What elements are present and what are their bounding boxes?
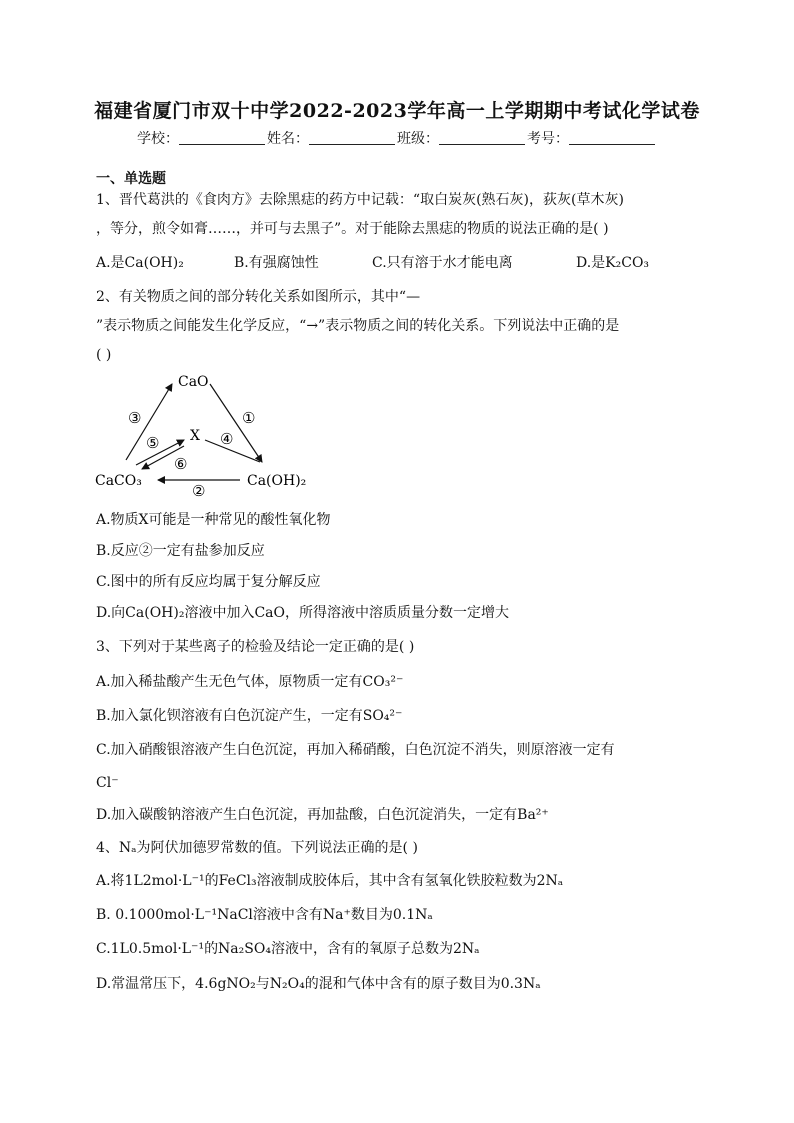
q3-option-c-line1[interactable]: C.加入硝酸银溶液产生白色沉淀，再加入稀硝酸，白色沉淀不消失，则原溶液一定有: [96, 742, 615, 758]
exam-title: 福建省厦门市双十中学2022-2023学年高一上学期期中考试化学试卷: [94, 100, 700, 122]
exam-number-blank[interactable]: [569, 130, 655, 145]
caco3-label: CaCO₃: [95, 473, 142, 489]
q4-option-c[interactable]: C.1L0.5mol·L⁻¹的Na₂SO₄溶液中，含有的氧原子总数为2Nₐ: [96, 941, 480, 957]
q2-option-a[interactable]: A.物质X可能是一种常见的酸性氧化物: [96, 512, 331, 528]
q2-stem-line2: ”表示物质之间能发生化学反应，“→”表示物质之间的转化关系。下列说法中正确的是: [96, 318, 620, 334]
q4-option-d[interactable]: D.常温常压下，4.6gNO₂与N₂O₄的混和气体中含有的原子数目为0.3Nₐ: [96, 976, 541, 992]
reaction-3-label: ③: [128, 409, 142, 427]
q1-option-b[interactable]: B.有强腐蚀性: [234, 255, 319, 271]
school-blank[interactable]: [179, 130, 265, 145]
exam-number-label: 考号：: [527, 131, 569, 147]
student-info-line: [0, 128, 794, 148]
q1-option-c[interactable]: C.只有溶于水才能电离: [372, 255, 513, 271]
q3-option-a[interactable]: A.加入稀盐酸产生无色气体，原物质一定有CO₃²⁻: [96, 674, 404, 690]
caoh2-label: Ca(OH)₂: [247, 473, 307, 489]
q2-stem-line3: ( ): [96, 347, 112, 363]
q3-stem: 3、下列对于某些离子的检验及结论一定正确的是( ): [96, 639, 415, 655]
q2-option-d[interactable]: D.向Ca(OH)₂溶液中加入CaO，所得溶液中溶质质量分数一定增大: [96, 605, 509, 621]
name-blank[interactable]: [309, 130, 395, 145]
class-blank[interactable]: [439, 130, 525, 145]
q4-stem: 4、Nₐ为阿伏加德罗常数的值。下列说法正确的是( ): [96, 840, 418, 856]
q3-option-d[interactable]: D.加入碳酸钠溶液产生白色沉淀，再加盐酸，白色沉淀消失，一定有Ba²⁺: [96, 807, 549, 823]
name-label: 姓名：: [267, 131, 309, 147]
q1-stem-line2: ，等分，煎令如膏……，并可与去黑子”。对于能除去黑痣的物质的说法正确的是( ): [96, 221, 609, 237]
conversion-diagram: [92, 368, 307, 500]
class-label: 班级：: [397, 131, 439, 147]
reaction-2-label: ②: [192, 482, 206, 500]
q1-option-d[interactable]: D.是K₂CO₃: [576, 255, 650, 271]
cao-label: CaO: [178, 374, 209, 390]
q2-stem-line1: 2、有关物质之间的部分转化关系如图所示，其中“—: [96, 289, 421, 305]
q1-stem-line1: 1、晋代葛洪的《食肉方》去除黑痣的药方中记载：“取白炭灰(熟石灰)，荻灰(草木灰): [96, 192, 624, 208]
q4-option-b[interactable]: B. 0.1000mol·L⁻¹NaCl溶液中含有Na⁺数目为0.1Nₐ: [96, 907, 433, 923]
q2-option-b[interactable]: B.反应②一定有盐参加反应: [96, 543, 265, 559]
reaction-6-label: ⑥: [174, 455, 188, 473]
reaction-5-label: ⑤: [146, 434, 160, 452]
reaction-4-label: ④: [220, 430, 234, 448]
school-label: 学校：: [137, 131, 179, 147]
x-label: X: [190, 428, 200, 444]
q4-option-a[interactable]: A.将1L2mol·L⁻¹的FeCl₃溶液制成胶体后，其中含有氢氧化铁胶粒数为2Nₐ: [96, 873, 564, 889]
q3-option-b[interactable]: B.加入氯化钡溶液有白色沉淀产生，一定有SO₄²⁻: [96, 708, 403, 724]
section-heading: 一、单选题: [96, 171, 166, 187]
q1-option-a[interactable]: A.是Ca(OH)₂: [96, 255, 184, 271]
q2-option-c[interactable]: C.图中的所有反应均属于复分解反应: [96, 574, 321, 590]
reaction-1-label: ①: [242, 409, 256, 427]
q3-option-c-line2: Cl⁻: [96, 775, 119, 791]
